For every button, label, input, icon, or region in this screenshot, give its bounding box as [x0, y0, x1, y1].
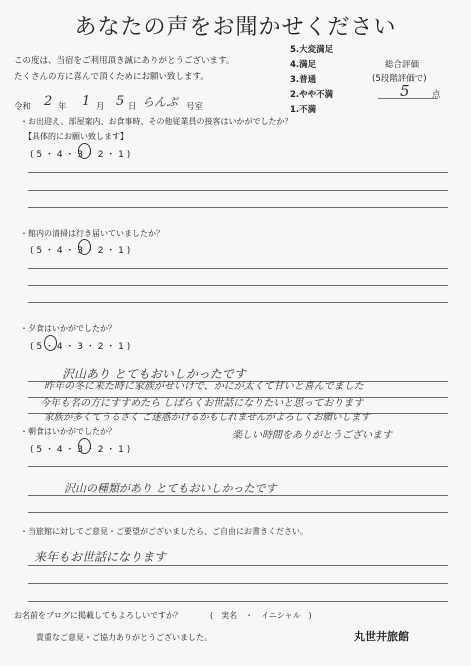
date-room: らんぷ	[142, 95, 179, 109]
q3-comment-4: 家族が多くてうるさく ご迷惑かけるかもしれませんがよろしくお願いします	[44, 412, 371, 423]
q2-text: ・館内の清掃は行き届いていましたか？	[20, 229, 164, 238]
q1-scale: ( 5 ・ 4 ・ 3 ・ 2 ・ 1 )	[30, 150, 131, 160]
overall-score: 5	[400, 82, 410, 100]
rating-key-4: 4.満足	[290, 60, 317, 70]
q4-selected-circle	[78, 438, 91, 454]
q2-scale: ( 5 ・ 4 ・ 3 ・ 2 ・ 1 )	[30, 246, 131, 256]
date-day-unit: 日	[128, 102, 137, 112]
q1-selected-circle	[78, 143, 91, 159]
rule	[28, 601, 448, 602]
rule	[28, 207, 448, 208]
q4-text: ・朝食はいかがでしたか？	[20, 427, 116, 436]
rule	[28, 512, 448, 513]
intro-line-2: たくさんの方に喜んで頂くためにお願い致します。	[14, 72, 209, 82]
page-title: あなたの声をお聞かせください	[74, 15, 397, 40]
inn-name: 丸世井旅館	[354, 630, 409, 643]
q3-comment-5: 楽しい時間をありがとうございます	[232, 430, 392, 441]
q5-text: ・当旅館に対してご意見・ご要望がございましたら、ご自由にお書きください。	[20, 527, 308, 536]
rule	[28, 172, 448, 173]
q1-subtitle: 【具体的にお願い致します】	[24, 132, 128, 141]
rule	[28, 268, 448, 269]
rating-key-3: 3.普通	[290, 75, 317, 85]
q3-comment-1: 沢山あり とてもおいしかったです	[62, 367, 246, 381]
q3-comment-2: 昨年の冬に来た時に家族がせいけで、かにが太くて甘いと喜んでました	[44, 381, 364, 392]
date-month: 1	[82, 94, 91, 109]
date-month-unit: 月	[96, 102, 105, 112]
rule	[28, 302, 448, 303]
overall-note: (5段階評価で)	[372, 74, 427, 84]
rating-key-1: 1.不満	[290, 105, 317, 115]
date-year-unit: 年	[58, 102, 67, 112]
date-room-unit: 号室	[186, 102, 204, 112]
rule	[28, 285, 448, 286]
date-year: 2	[44, 94, 53, 109]
blog-options: ( 実名 ・ イニシャル )	[210, 611, 312, 620]
overall-unit: 点	[432, 90, 441, 100]
q5-comment: 来年もお世話になります	[34, 550, 167, 564]
rule	[28, 190, 448, 191]
q3-text: ・夕食はいかがでしたか？	[20, 324, 116, 333]
rule	[28, 583, 448, 584]
date-era: 令和	[14, 102, 32, 112]
rule	[28, 495, 448, 496]
q4-scale: ( 5 ・ 4 ・ 3 ・ 2 ・ 1 )	[30, 445, 131, 455]
intro-line-1: この度は、当宿をご利用頂き誠にありがとうございます。	[14, 56, 235, 66]
thanks-message: 貴重なご意見・ご協力ありがとうございました。	[36, 633, 212, 642]
q4-comment: 沢山の種類があり とてもおいしかったです	[64, 482, 277, 495]
rating-key-5: 5.大変満足	[290, 45, 334, 55]
q2-selected-circle	[78, 239, 91, 255]
overall-score-line	[378, 98, 438, 99]
date-day: 5	[116, 94, 125, 109]
q3-selected-circle	[44, 335, 57, 351]
rule	[28, 565, 448, 566]
blog-question: お名前をブログに掲載してもよろしいですか？	[14, 611, 182, 620]
q3-comment-3: 今年も名の方にすすめたら しばらくお世話になりたいと思っております	[40, 398, 364, 409]
rating-key-2: 2.やや不満	[290, 90, 334, 100]
q3-scale: ( 5 ・ 4 ・ 3 ・ 2 ・ 1 )	[30, 342, 131, 352]
overall-label: 総合評価	[385, 60, 420, 70]
rule	[28, 466, 448, 467]
q1-text: ・お出迎え、部屋案内、お食事時、その他従業員の接客はいかがでしたか？	[20, 117, 293, 126]
